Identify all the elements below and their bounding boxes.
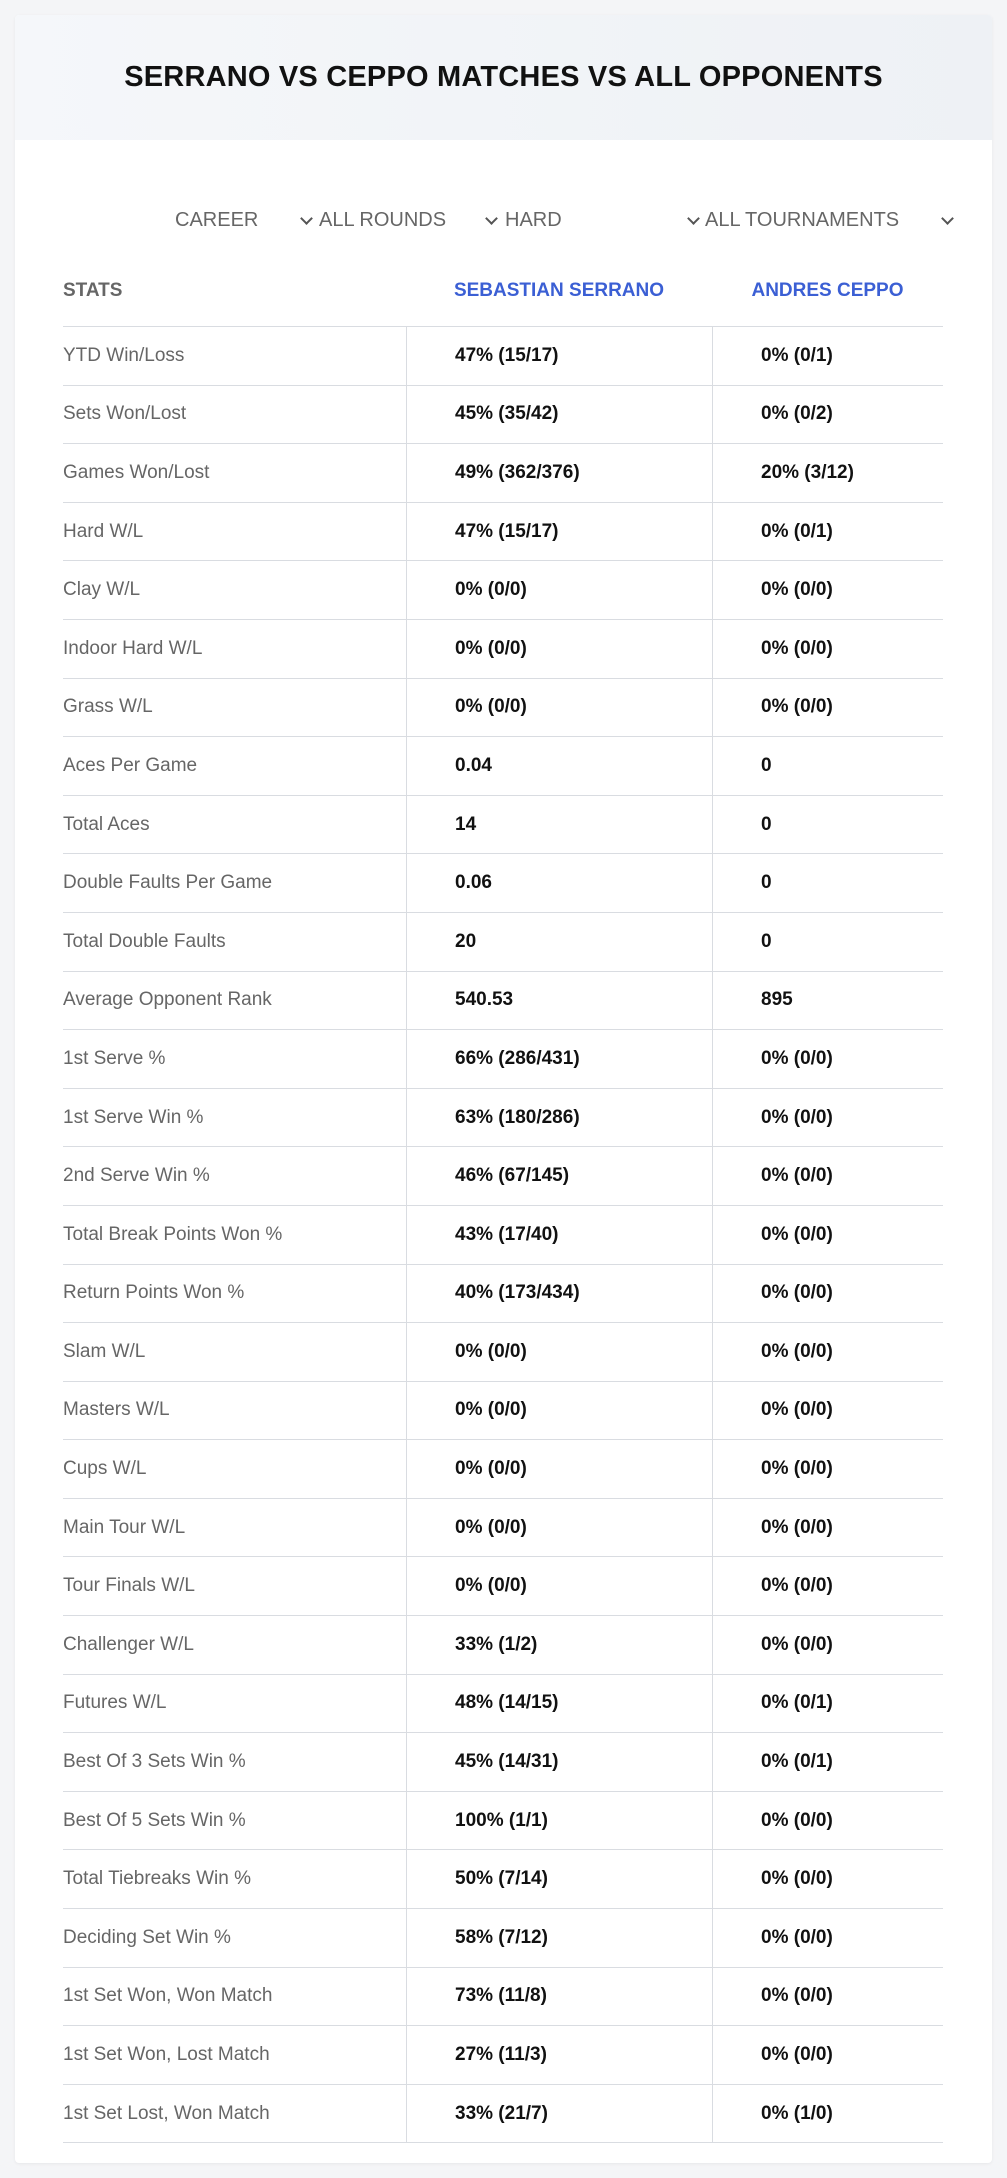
player2-value: 0% (0/0) bbox=[712, 1792, 943, 1850]
stats-table bbox=[63, 255, 943, 2143]
table-row bbox=[63, 1675, 943, 1734]
player2-value: 0 bbox=[712, 796, 943, 854]
table-row bbox=[63, 444, 943, 503]
stat-label: 1st Set Lost, Won Match bbox=[63, 2102, 270, 2124]
table-row bbox=[63, 796, 943, 855]
filter-period-value: CAREER bbox=[175, 208, 259, 231]
stat-label: Challenger W/L bbox=[63, 1633, 194, 1655]
card-header bbox=[15, 15, 992, 140]
filter-tournaments-dropdown[interactable] bbox=[705, 200, 953, 240]
column-header-stats: STATS bbox=[63, 279, 123, 301]
stat-label: Main Tour W/L bbox=[63, 1516, 186, 1538]
player2-value: 0% (0/0) bbox=[712, 1089, 943, 1147]
player1-value: 14 bbox=[406, 796, 712, 854]
stat-label: Masters W/L bbox=[63, 1399, 170, 1421]
filter-tournaments-value: ALL TOURNAMENTS bbox=[705, 208, 900, 231]
column-header-player2[interactable]: ANDRES CEPPO bbox=[751, 279, 904, 301]
stat-label: Best Of 3 Sets Win % bbox=[63, 1751, 246, 1773]
stat-label: Aces Per Game bbox=[63, 754, 198, 776]
table-row bbox=[63, 1968, 943, 2027]
player2-value: 0% (0/0) bbox=[712, 1265, 943, 1323]
stat-label: Hard W/L bbox=[63, 520, 144, 542]
filter-bar bbox=[15, 190, 992, 250]
player1-value: 63% (180/286) bbox=[406, 1089, 712, 1147]
player2-value: 0% (0/0) bbox=[712, 561, 943, 619]
player2-value: 0% (0/0) bbox=[712, 1616, 943, 1674]
table-row bbox=[63, 679, 943, 738]
player1-value: 73% (11/8) bbox=[406, 1968, 712, 2026]
player1-value: 33% (1/2) bbox=[406, 1616, 712, 1674]
table-row bbox=[63, 913, 943, 972]
player2-value: 0% (0/0) bbox=[712, 679, 943, 737]
player2-value: 20% (3/12) bbox=[712, 444, 943, 502]
player2-value: 0% (0/0) bbox=[712, 1850, 943, 1908]
player2-value: 0% (0/0) bbox=[712, 1147, 943, 1205]
table-row bbox=[63, 327, 943, 386]
player1-value: 43% (17/40) bbox=[406, 1206, 712, 1264]
table-row bbox=[63, 1089, 943, 1148]
stat-label: Clay W/L bbox=[63, 579, 141, 601]
stat-label: 1st Set Won, Lost Match bbox=[63, 2044, 270, 2066]
player2-value: 0 bbox=[712, 913, 943, 971]
player1-value: 0% (0/0) bbox=[406, 1382, 712, 1440]
player1-value: 40% (173/434) bbox=[406, 1265, 712, 1323]
player2-value: 0% (0/0) bbox=[712, 1557, 943, 1615]
player2-value: 0% (0/1) bbox=[712, 1675, 943, 1733]
filter-rounds-dropdown[interactable] bbox=[319, 200, 497, 240]
player1-value: 45% (35/42) bbox=[406, 386, 712, 444]
stat-label: Cups W/L bbox=[63, 1458, 147, 1480]
chevron-down-icon bbox=[300, 214, 312, 226]
stat-label: Total Tiebreaks Win % bbox=[63, 1868, 251, 1890]
player1-value: 0.06 bbox=[406, 854, 712, 912]
column-header-player1[interactable]: SEBASTIAN SERRANO bbox=[453, 279, 665, 301]
table-row bbox=[63, 1499, 943, 1558]
player2-value: 0% (0/0) bbox=[712, 1909, 943, 1967]
player2-value: 0% (0/0) bbox=[712, 1030, 943, 1088]
stats-card bbox=[15, 15, 992, 2163]
table-row bbox=[63, 2085, 943, 2144]
player2-value: 0% (0/0) bbox=[712, 2026, 943, 2084]
stat-label: Grass W/L bbox=[63, 696, 153, 718]
stat-label: Slam W/L bbox=[63, 1340, 146, 1362]
player2-value: 0% (0/0) bbox=[712, 1499, 943, 1557]
player2-value: 0 bbox=[712, 737, 943, 795]
table-row bbox=[63, 1206, 943, 1265]
chevron-down-icon bbox=[485, 214, 497, 226]
table-row bbox=[63, 1733, 943, 1792]
stat-label: Average Opponent Rank bbox=[63, 989, 272, 1011]
table-row bbox=[63, 1909, 943, 1968]
player1-value: 100% (1/1) bbox=[406, 1792, 712, 1850]
table-row bbox=[63, 1382, 943, 1441]
table-row bbox=[63, 1792, 943, 1851]
player1-value: 0% (0/0) bbox=[406, 620, 712, 678]
filter-period-dropdown[interactable] bbox=[175, 200, 312, 240]
table-row bbox=[63, 1557, 943, 1616]
player1-value: 0% (0/0) bbox=[406, 1323, 712, 1381]
stat-label: Return Points Won % bbox=[63, 1282, 245, 1304]
stat-label: Tour Finals W/L bbox=[63, 1575, 195, 1597]
stat-label: Sets Won/Lost bbox=[63, 403, 187, 425]
table-row bbox=[63, 1850, 943, 1909]
table-row bbox=[63, 1323, 943, 1382]
player1-value: 47% (15/17) bbox=[406, 327, 712, 385]
player2-value: 0 bbox=[712, 854, 943, 912]
table-row bbox=[63, 620, 943, 679]
player1-value: 47% (15/17) bbox=[406, 503, 712, 561]
stat-label: Best Of 5 Sets Win % bbox=[63, 1809, 246, 1831]
stat-label: Indoor Hard W/L bbox=[63, 637, 203, 659]
chevron-down-icon bbox=[941, 214, 953, 226]
player1-value: 0% (0/0) bbox=[406, 679, 712, 737]
table-row bbox=[63, 1616, 943, 1675]
table-row bbox=[63, 503, 943, 562]
table-row bbox=[63, 1030, 943, 1089]
stat-label: Total Break Points Won % bbox=[63, 1223, 283, 1245]
player1-value: 58% (7/12) bbox=[406, 1909, 712, 1967]
player1-value: 48% (14/15) bbox=[406, 1675, 712, 1733]
player2-value: 0% (0/1) bbox=[712, 327, 943, 385]
stat-label: 1st Set Won, Won Match bbox=[63, 1985, 273, 2007]
player1-value: 33% (21/7) bbox=[406, 2085, 712, 2143]
stat-label: Deciding Set Win % bbox=[63, 1926, 231, 1948]
player1-value: 46% (67/145) bbox=[406, 1147, 712, 1205]
stat-label: 1st Serve Win % bbox=[63, 1106, 204, 1128]
stat-label: Futures W/L bbox=[63, 1692, 167, 1714]
stat-label: Total Double Faults bbox=[63, 930, 226, 952]
table-body bbox=[63, 327, 943, 2143]
filter-rounds-value: ALL ROUNDS bbox=[319, 208, 447, 231]
player1-value: 45% (14/31) bbox=[406, 1733, 712, 1791]
table-row bbox=[63, 972, 943, 1031]
table-header bbox=[63, 255, 943, 327]
player2-value: 0% (0/0) bbox=[712, 1440, 943, 1498]
stat-label: 2nd Serve Win % bbox=[63, 1165, 210, 1187]
stat-label: Games Won/Lost bbox=[63, 461, 210, 483]
chevron-down-icon bbox=[687, 214, 699, 226]
table-row bbox=[63, 2026, 943, 2085]
stat-label: Total Aces bbox=[63, 813, 150, 835]
player2-value: 0% (0/0) bbox=[712, 1206, 943, 1264]
player2-value: 0% (0/0) bbox=[712, 1382, 943, 1440]
table-row bbox=[63, 737, 943, 796]
player2-value: 0% (0/0) bbox=[712, 620, 943, 678]
table-row bbox=[63, 386, 943, 445]
player1-value: 66% (286/431) bbox=[406, 1030, 712, 1088]
player1-value: 27% (11/3) bbox=[406, 2026, 712, 2084]
player1-value: 540.53 bbox=[406, 972, 712, 1030]
stat-label: Double Faults Per Game bbox=[63, 872, 273, 894]
player1-value: 50% (7/14) bbox=[406, 1850, 712, 1908]
player2-value: 0% (0/0) bbox=[712, 1968, 943, 2026]
table-row bbox=[63, 1265, 943, 1324]
player2-value: 0% (0/2) bbox=[712, 386, 943, 444]
table-row bbox=[63, 1440, 943, 1499]
player1-value: 0% (0/0) bbox=[406, 561, 712, 619]
table-row bbox=[63, 1147, 943, 1206]
filter-surface-value: HARD bbox=[505, 208, 562, 231]
player1-value: 0% (0/0) bbox=[406, 1557, 712, 1615]
player1-value: 0% (0/0) bbox=[406, 1440, 712, 1498]
player1-value: 0.04 bbox=[406, 737, 712, 795]
page-title: SERRANO VS CEPPO MATCHES VS ALL OPPONENTS bbox=[124, 61, 883, 93]
player2-value: 0% (0/1) bbox=[712, 503, 943, 561]
filter-surface-dropdown[interactable] bbox=[505, 200, 699, 240]
player1-value: 20 bbox=[406, 913, 712, 971]
player2-value: 0% (1/0) bbox=[712, 2085, 943, 2143]
stat-label: 1st Serve % bbox=[63, 1047, 166, 1069]
table-row bbox=[63, 561, 943, 620]
stat-label: YTD Win/Loss bbox=[63, 344, 185, 366]
player2-value: 0% (0/0) bbox=[712, 1323, 943, 1381]
player2-value: 895 bbox=[712, 972, 943, 1030]
player2-value: 0% (0/1) bbox=[712, 1733, 943, 1791]
player1-value: 0% (0/0) bbox=[406, 1499, 712, 1557]
player1-value: 49% (362/376) bbox=[406, 444, 712, 502]
table-row bbox=[63, 854, 943, 913]
